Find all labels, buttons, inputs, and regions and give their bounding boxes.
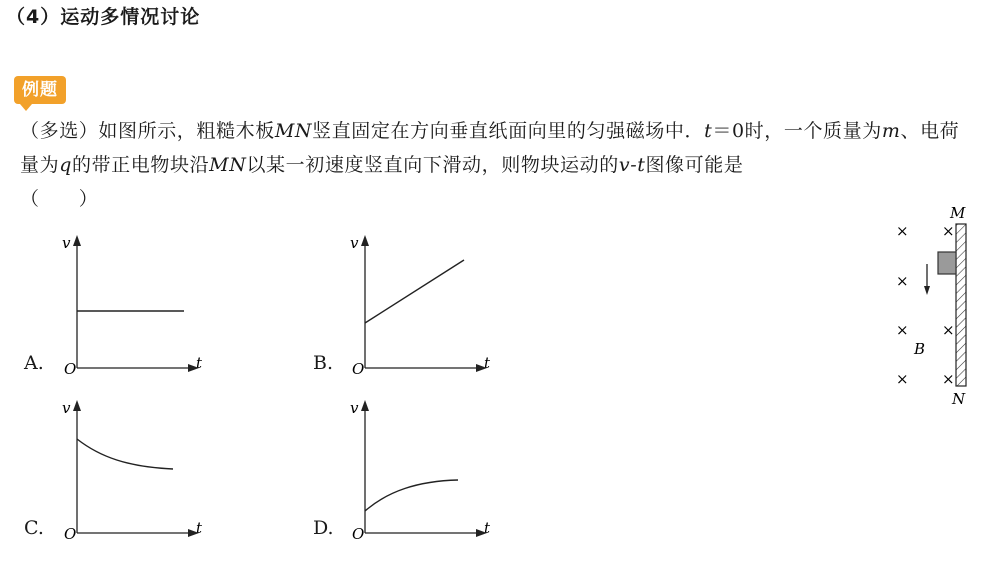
v-axis-label: v [62, 234, 71, 252]
v-axis-arrow [73, 235, 81, 246]
field-cross: × [942, 321, 955, 339]
label-n: N [952, 390, 966, 408]
option-d-label: D. [313, 517, 334, 539]
t-axis-label: t [196, 354, 203, 372]
field-cross: × [896, 321, 909, 339]
option-b-label: B. [313, 352, 334, 374]
option-d-graph [346, 397, 516, 547]
t-axis-label: t [196, 519, 203, 537]
vt-curve [77, 439, 173, 469]
field-cross: × [896, 370, 909, 388]
origin-label: O [352, 525, 365, 543]
vt-curve [365, 260, 464, 323]
option-b-graph [346, 232, 516, 382]
v-axis-arrow [361, 400, 369, 411]
origin-label: O [352, 360, 365, 378]
origin-label: O [64, 360, 77, 378]
field-cross: × [942, 222, 955, 240]
t-axis-label: t [484, 354, 491, 372]
v-axis-label: v [350, 234, 359, 252]
block [938, 252, 956, 274]
field-cross: × [942, 370, 955, 388]
v-axis-arrow [361, 235, 369, 246]
answer-blank: （ ） [20, 188, 99, 210]
question-type-tag: （多选） [20, 120, 99, 142]
v-axis-label: v [350, 399, 359, 417]
t-axis-label: t [484, 519, 491, 537]
question-text: （多选）如图所示，粗糙木板MN竖直固定在方向垂直纸面向里的匀强磁场中．t＝0时，一个质量为m、电荷量为q的带正电物块沿MN以某一初速度竖直向下滑动，则物块运动的v-t图像可能是 （ ） [20, 120, 960, 210]
label-m: M [950, 204, 966, 222]
wooden-board-mn [956, 224, 966, 386]
option-c-graph [58, 397, 228, 547]
field-cross: × [896, 272, 909, 290]
option-a-graph [58, 232, 228, 382]
vt-curve [365, 480, 458, 511]
setup-figure [890, 198, 980, 408]
v-axis-arrow [73, 400, 81, 411]
v-axis-label: v [62, 399, 71, 417]
option-c-label: C. [24, 517, 44, 539]
velocity-arrow-head [924, 286, 930, 295]
origin-label: O [64, 525, 77, 543]
section-title: （4）运动多情况讨论 [6, 6, 201, 28]
field-cross: × [896, 222, 909, 240]
option-a-label: A. [24, 352, 44, 374]
field-label-b: B [914, 340, 926, 358]
example-badge: 例题 [14, 76, 66, 104]
